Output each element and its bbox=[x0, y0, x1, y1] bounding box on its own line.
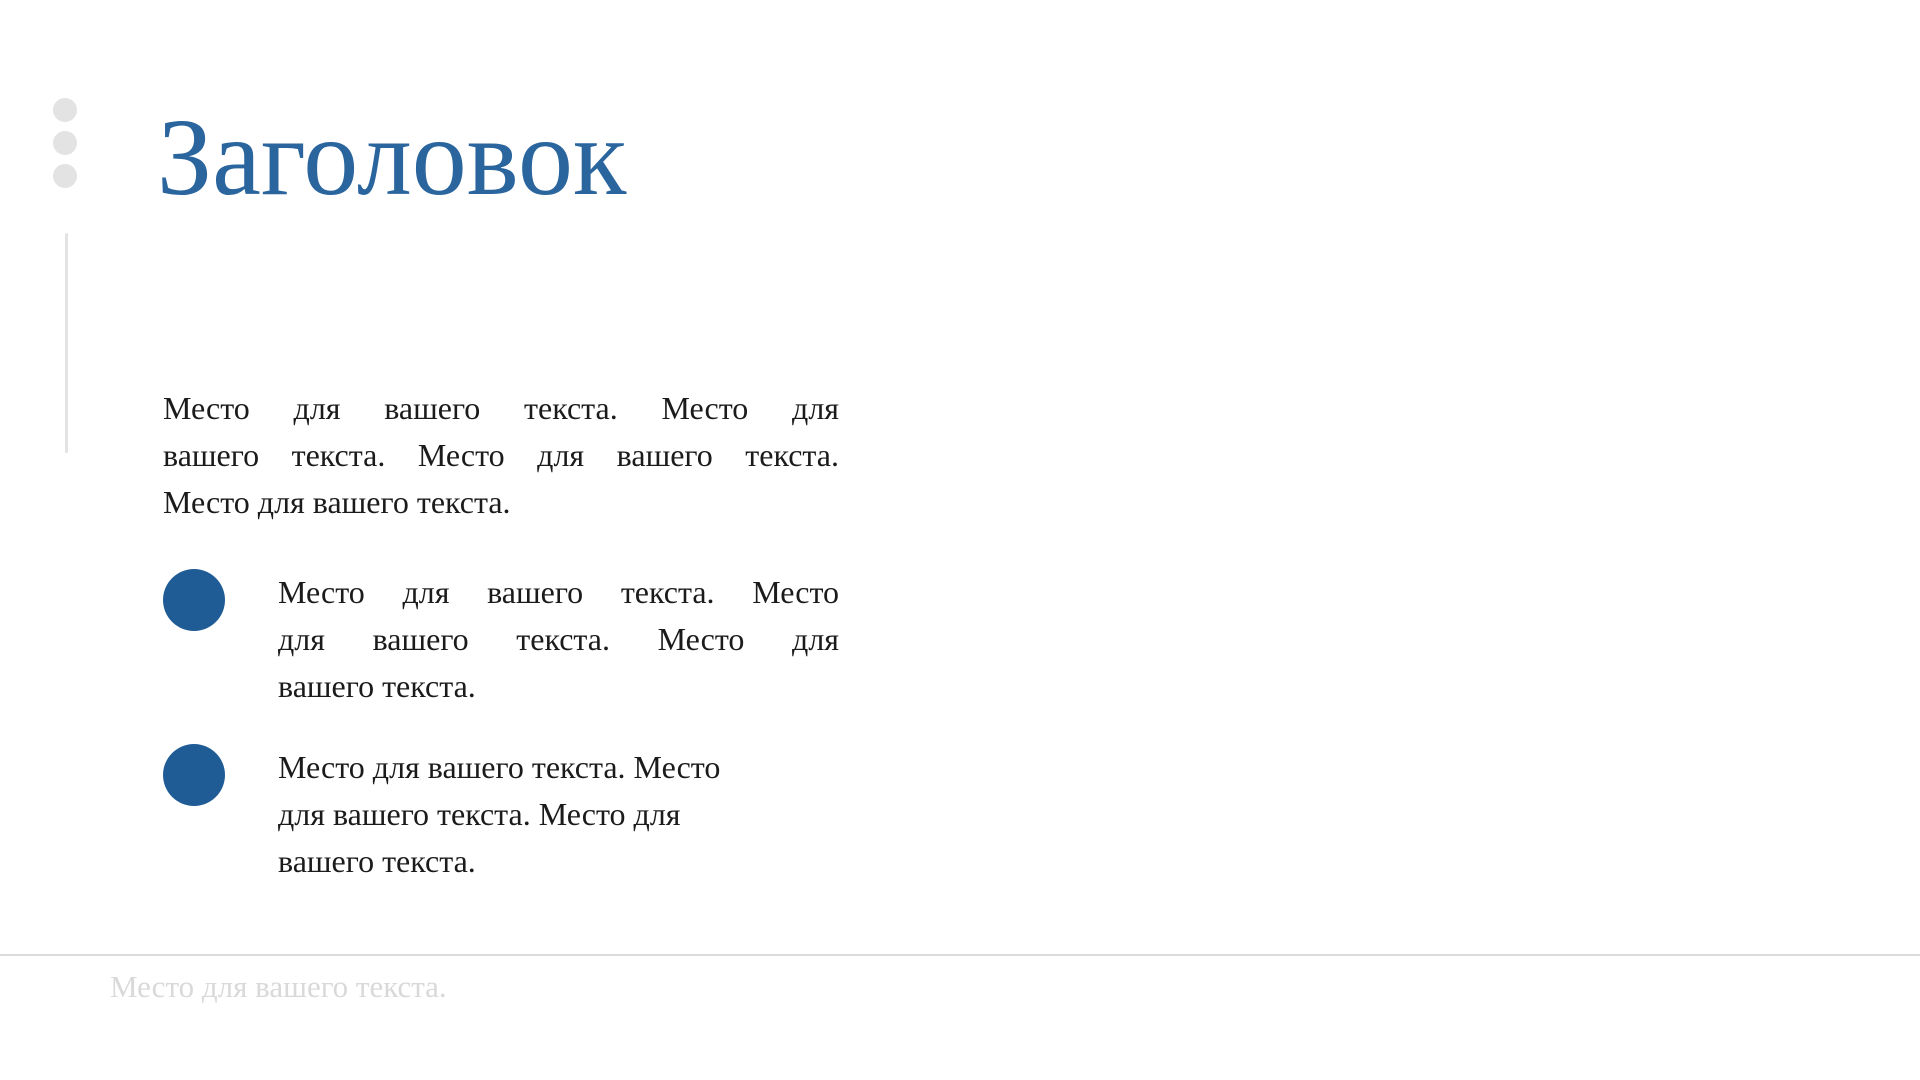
paragraph-line: вашего текста. Место для вашего текста. bbox=[163, 437, 839, 473]
footer-divider bbox=[0, 954, 1920, 956]
bullet-text bbox=[278, 744, 839, 885]
paragraph-line: Место для вашего текста. bbox=[163, 484, 511, 520]
dot-icon bbox=[53, 98, 77, 122]
decor-vertical-line bbox=[65, 233, 68, 453]
bullet-line: вашего текста. bbox=[278, 843, 476, 879]
list-item bbox=[163, 569, 839, 710]
decor-dots bbox=[53, 98, 77, 188]
dot-icon bbox=[53, 131, 77, 155]
paragraph-line: Место для вашего текста. Место для bbox=[163, 390, 839, 426]
bullet-circle-icon bbox=[163, 744, 225, 806]
bullet-line: Место для вашего текста. Место bbox=[278, 749, 721, 785]
bullet-text bbox=[278, 569, 839, 710]
dot-icon bbox=[53, 164, 77, 188]
body-paragraph bbox=[163, 385, 839, 526]
bullet-line: для вашего текста. Место для bbox=[278, 796, 681, 832]
bullet-line: вашего текста. bbox=[278, 668, 476, 704]
bullet-line: для вашего текста. Место для bbox=[278, 621, 839, 657]
bullet-circle-icon bbox=[163, 569, 225, 631]
list-item bbox=[163, 744, 839, 885]
bullet-line: Место для вашего текста. Место bbox=[278, 574, 839, 610]
slide-title: Заголовок bbox=[157, 96, 627, 218]
footer-text: Место для вашего текста. bbox=[110, 969, 447, 1004]
bullet-list bbox=[163, 569, 839, 919]
